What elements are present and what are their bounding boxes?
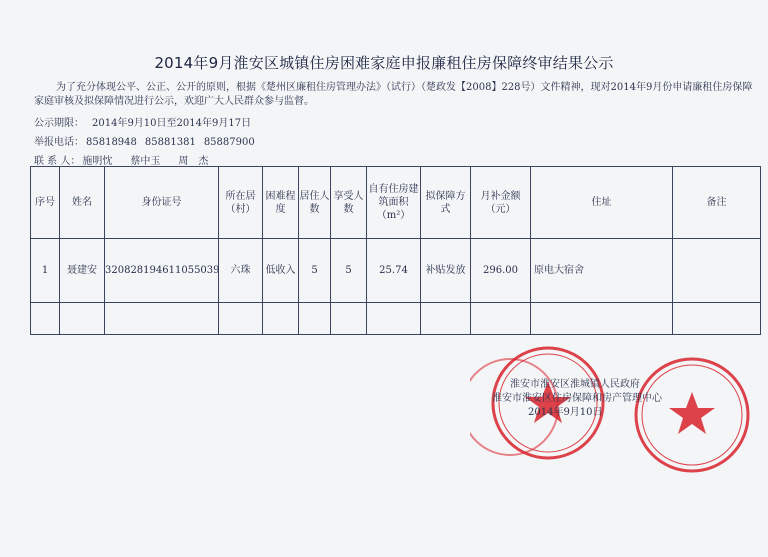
contact-persons [34, 152, 226, 167]
col-header-method: 拟保障方式 [421, 167, 471, 239]
col-header-remark: 备注 [673, 167, 761, 239]
cell-subsidy: 296.00 [471, 239, 531, 303]
official-seals [470, 345, 768, 475]
report-hotline [34, 133, 263, 148]
contact-name: 施明忱 [82, 156, 113, 167]
intro-paragraph: 为了充分体现公平、公正、公开的原则，根据《楚州区廉租住房管理办法》（试行）（楚政发【2008】228号）文件精神，现对2014年9月份申请廉租住房保障家庭审核及拟保障情况进行公示，欢迎广大人民群众参与监督。 [34, 82, 753, 107]
red-star-icon [669, 392, 715, 434]
col-header-name: 姓名 [60, 167, 105, 239]
cell-remark [673, 239, 761, 303]
page-title: 2014年9月淮安区城镇住房困难家庭申报廉租住房保障终审结果公示 [154, 54, 614, 72]
table-row [31, 239, 761, 303]
col-header-area: 自有住房建筑面积（m²） [367, 167, 421, 239]
seal-area [470, 345, 768, 475]
cell-method: 补贴发放 [421, 239, 471, 303]
cell-address: 原电大宿舍 [531, 239, 673, 303]
contacts-label: 联 系 人： [34, 156, 81, 167]
hotline-number: 85887900 [203, 137, 255, 148]
col-header-level: 困难程度 [263, 167, 299, 239]
period-label: 公示期限： [34, 118, 84, 129]
housing-center-seal [636, 359, 748, 471]
issuer-line-2: 淮安市淮安区住房保障和房产管理中心 [492, 393, 662, 404]
issue-date: 2014年9月10日 [528, 407, 603, 418]
cell-no: 1 [31, 239, 60, 303]
col-header-beneficiaries: 享受人数 [331, 167, 367, 239]
col-header-residents: 居住人数 [299, 167, 331, 239]
results-table [30, 166, 761, 335]
col-header-village: 所在居（村） [219, 167, 263, 239]
col-header-address: 住址 [531, 167, 673, 239]
table-header-row [31, 167, 761, 239]
issuer-line-1: 淮安市淮安区淮城镇人民政府 [510, 379, 640, 390]
cell-village: 六珠 [219, 239, 263, 303]
hotline-label: 举报电话： [34, 137, 84, 148]
col-header-subsidy: 月补金额（元） [471, 167, 531, 239]
contact-name: 蔡中玉 [130, 156, 161, 167]
table-row-empty [31, 303, 761, 335]
period-value: 2014年9月10日至2014年9月17日 [92, 118, 252, 129]
cell-beneficiaries: 5 [331, 239, 367, 303]
cell-residents: 5 [299, 239, 331, 303]
cell-area: 25.74 [367, 239, 421, 303]
publicity-period [34, 114, 259, 129]
cell-id: 320828194611055039 [105, 239, 219, 303]
col-header-id: 身份证号 [105, 167, 219, 239]
hotline-number: 85881381 [144, 137, 196, 148]
cell-name: 聂建安 [60, 239, 105, 303]
col-header-no: 序号 [31, 167, 60, 239]
contact-name: 周 杰 [178, 156, 209, 167]
cell-level: 低收入 [263, 239, 299, 303]
hotline-number: 85818948 [86, 137, 137, 148]
